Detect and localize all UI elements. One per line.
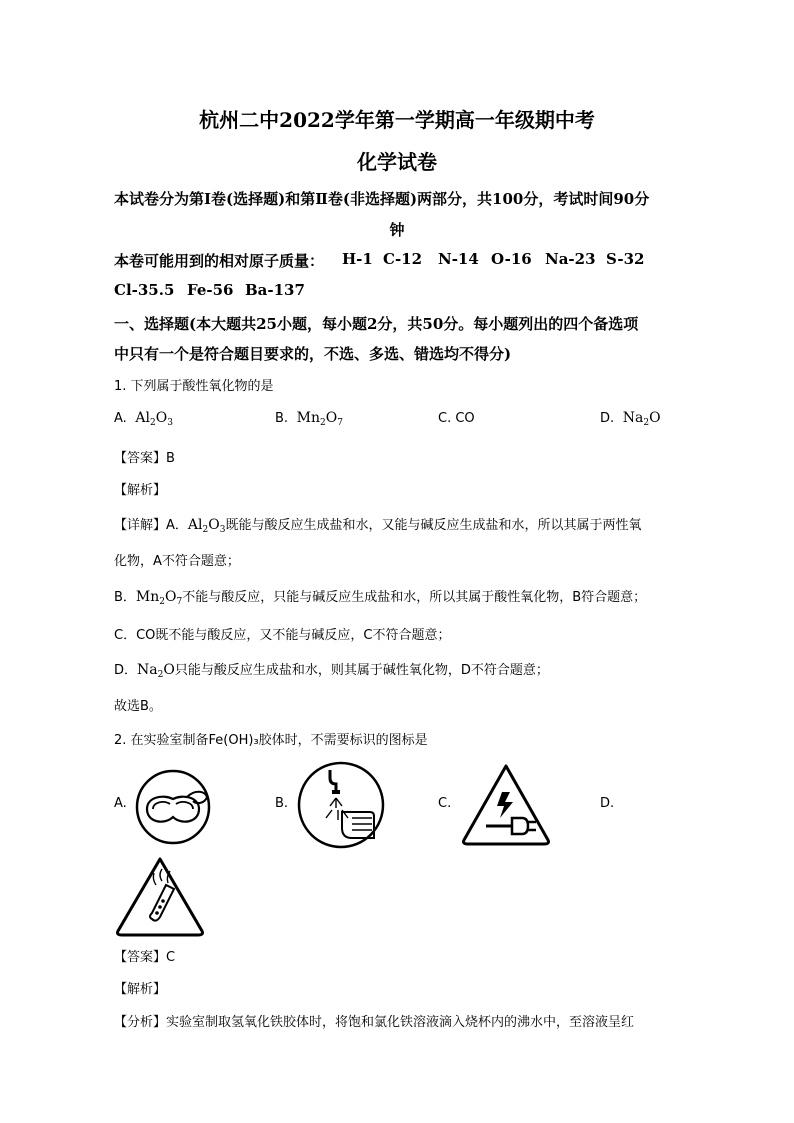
atomic-mass: Ba-137 [245, 281, 305, 299]
intro-line-2: 钟 [389, 221, 405, 239]
atomic-mass: C-12 [383, 250, 423, 268]
intro-line-1: 本试卷分为第Ⅰ卷(选择题)和第Ⅱ卷(非选择题)两部分，共100分，考试时间90分 [114, 190, 650, 208]
q2-option-c-letter: C. [438, 796, 452, 811]
formula-na2o: $Na_2O$ [137, 662, 175, 680]
q1-option-c [438, 411, 475, 426]
atomic-masses-row-1 [114, 250, 674, 270]
atomic-mass: Fe-56 [187, 281, 234, 299]
detail-prefix: B． [114, 590, 136, 605]
answer-label: 【答案】 [114, 950, 167, 965]
formula-na2o: $Na_2O$ [618, 410, 661, 428]
q2-option-b-letter: B. [275, 796, 289, 811]
section-heading-line-2: 中只有一个是符合题目要求的，不选、多选、错选均不得分) [114, 345, 512, 363]
detail-text: 不能与酸反应，只能与碱反应生成盐和水，所以其属于酸性氧化物，B符合题意； [182, 590, 647, 605]
option-letter: D. [600, 411, 615, 426]
atomic-mass: N-14 [438, 250, 479, 268]
goggles-icon [133, 767, 213, 847]
atomic-mass: Na-23 [545, 250, 596, 268]
q1-option-a [114, 410, 173, 428]
answer-value: C [166, 950, 176, 965]
formula-al2o3: $Al_2O_3$ [130, 410, 173, 428]
q1-option-b [275, 410, 343, 428]
detail-label: 【详解】 [114, 518, 167, 533]
formula-al2o3: $Al_2O_3$ [187, 517, 226, 535]
detail-prefix: D． [114, 663, 138, 678]
q1-analysis-label: 【解析】 [114, 483, 167, 498]
detail-text: 只能与酸反应生成盐和水，则其属于碱性氧化物，D不符合题意； [174, 663, 549, 678]
atomic-mass: S-32 [606, 250, 645, 268]
atomic-mass: Cl-35.5 [114, 281, 175, 299]
q1-option-d [600, 410, 661, 428]
section-heading-line-1: 一、选择题(本大题共25小题，每小题2分，共50分。每小题列出的四个备选项 [114, 315, 639, 333]
wash-hands-icon [296, 760, 386, 850]
exam-title: 杭州二中2022学年第一学期高一年级期中考 [199, 108, 595, 132]
q2-analysis-label: 【解析】 [114, 982, 167, 997]
q1-detail-d [114, 659, 549, 680]
formula-co: CO [455, 411, 475, 426]
answer-value: B [166, 451, 175, 466]
option-letter: B. [275, 411, 289, 426]
formula-mn2o7: $Mn_2O_7$ [135, 589, 183, 607]
q1-stem: 1. 下列属于酸性氧化物的是 [114, 379, 274, 394]
formula-mn2o7: $Mn_2O_7$ [292, 410, 343, 428]
q2-stem: 2. 在实验室制备Fe(OH)₃胶体时，不需要标识的图标是 [114, 733, 428, 748]
answer-label: 【答案】 [114, 451, 167, 466]
option-letter: C. [438, 411, 452, 426]
atomic-mass: O-16 [491, 250, 532, 268]
electric-plug-warning-icon [458, 760, 554, 848]
detail-prefix: A． [166, 518, 188, 533]
q2-option-d-letter: D. [600, 796, 615, 811]
q2-answer [114, 946, 175, 965]
atomic-masses-row-2 [114, 281, 414, 301]
heating-test-tube-warning-icon [112, 855, 208, 939]
q1-detail-a-cont: 化物，A不符合题意； [114, 554, 240, 569]
option-letter: A. [114, 411, 127, 426]
analysis-text: 实验室制取氢氧化铁胶体时，将饱和氯化铁溶液滴入烧杯内的沸水中，至溶液呈红 [166, 1015, 635, 1030]
q1-answer [114, 447, 175, 466]
q2-option-a-letter: A. [114, 796, 127, 811]
exam-subtitle: 化学试卷 [357, 150, 437, 174]
analysis-tag: 【分析】 [114, 1015, 167, 1030]
q1-detail-c: C．CO既不能与酸反应，又不能与碱反应，C不符合题意； [114, 628, 451, 643]
atomic-mass: H-1 [342, 250, 373, 268]
q1-conclusion: 故选B。 [114, 699, 162, 714]
detail-text: 既能与酸反应生成盐和水，又能与碱反应生成盐和水，所以其属于两性氧 [225, 518, 642, 533]
q1-detail-a [114, 514, 641, 535]
q1-detail-b [114, 586, 646, 607]
q2-analysis [114, 1011, 634, 1030]
atomic-masses-label: 本卷可能用到的相对原子质量： [114, 252, 325, 270]
